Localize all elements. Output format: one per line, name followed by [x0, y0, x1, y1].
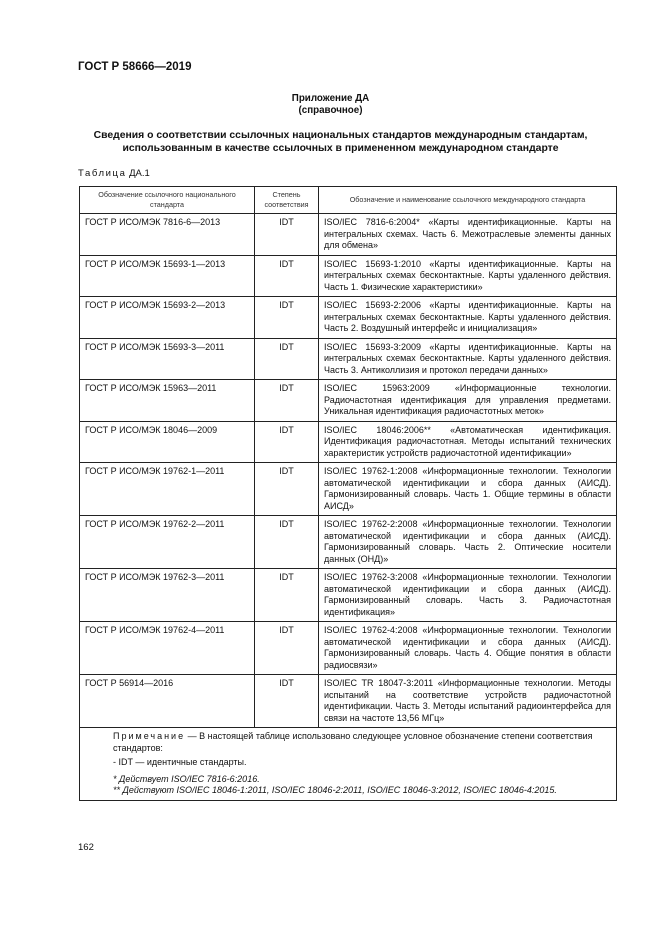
cell-national-standard: ГОСТ Р ИСО/МЭК 15963—2011	[80, 380, 255, 422]
table-row	[80, 380, 617, 422]
table-note	[80, 728, 617, 801]
cell-national-standard: ГОСТ Р ИСО/МЭК 19762-1—2011	[80, 463, 255, 516]
cell-international-standard: ISO/IEC 19762-2:2008 «Информационные технологии. Технологии автоматической идентификации и сбора данных (АИСД). Гармонизированный словарь. Часть 2. Оптические носители данных (ОНД)»	[319, 516, 617, 569]
cell-degree: IDT	[255, 569, 319, 622]
footnote-1: * Действует ISO/IEC 7816-6:2016.	[113, 773, 260, 784]
table-row	[80, 214, 617, 256]
cell-international-standard: ISO/IEC 15693-3:2009 «Карты идентификационные. Карты на интегральных схемах бесконтактные. Карты удаленного действия. Часть 3. Антиколлизия и протокол передачи данных»	[319, 338, 617, 380]
correspondence-table	[79, 186, 617, 801]
table-row	[80, 255, 617, 297]
cell-international-standard: ISO/IEC 19762-1:2008 «Информационные технологии. Технологии автоматической идентификации и сбора данных (АИСД). Гармонизированный словарь. Часть 1. Общие термины в области АИСД»	[319, 463, 617, 516]
table-note-row	[80, 728, 617, 801]
cell-international-standard: ISO/IEC 19762-3:2008 «Информационные технологии. Технологии автоматической идентификации и сбора данных (АИСД). Гармонизированный словарь. Часть 3. Радиочастотная идентификация»	[319, 569, 617, 622]
table-row	[80, 338, 617, 380]
cell-degree: IDT	[255, 516, 319, 569]
cell-national-standard: ГОСТ Р ИСО/МЭК 19762-4—2011	[80, 622, 255, 675]
cell-international-standard: ISO/IEC 19762-4:2008 «Информационные технологии. Технологии автоматической идентификации и сбора данных (АИСД). Гармонизированный словарь. Часть 4. Общие понятия в области радиосвязи»	[319, 622, 617, 675]
cell-international-standard: ISO/IEC TR 18047-3:2011 «Информационные технологии. Методы испытаний на соответствие устройств радиочастотной идентификации. Часть 3. Методы испытаний радиоинтерфейса для связи на частоте 13,56 МГц»	[319, 675, 617, 728]
cell-degree: IDT	[255, 421, 319, 463]
table-row	[80, 463, 617, 516]
note-main	[85, 731, 611, 754]
table-caption-number: ДА.1	[129, 168, 150, 179]
page-header-standard: ГОСТ Р 58666—2019	[78, 61, 192, 73]
cell-degree: IDT	[255, 622, 319, 675]
appendix-title: Приложение ДА	[291, 93, 370, 104]
table-header-row	[80, 187, 617, 214]
cell-national-standard: ГОСТ Р ИСО/МЭК 19762-3—2011	[80, 569, 255, 622]
table-row	[80, 516, 617, 569]
table-row	[80, 569, 617, 622]
page-number: 162	[78, 842, 94, 853]
footnote-2: ** Действуют ISO/IEC 18046-1:2011, ISO/IEC 18046-2:2011, ISO/IEC 18046-3:2012, ISO/IEC 18046-4:2015.	[113, 785, 557, 796]
cell-degree: IDT	[255, 338, 319, 380]
table-row	[80, 675, 617, 728]
cell-degree: IDT	[255, 463, 319, 516]
cell-international-standard: ISO/IEC 7816-6:2004* «Карты идентификационные. Карты на интегральных схемах. Часть 6. Межотраслевые элементы данных для обмена»	[319, 214, 617, 256]
cell-national-standard: ГОСТ Р ИСО/МЭК 15693-1—2013	[80, 255, 255, 297]
table-row	[80, 421, 617, 463]
cell-national-standard: ГОСТ Р 56914—2016	[80, 675, 255, 728]
column-header-degree: Степень соответствия	[255, 187, 319, 214]
note-item: - IDT — идентичные стандарты.	[113, 757, 247, 768]
note-text: — В настоящей таблице использовано следующее условное обозначение степени соответствия стандартов:	[113, 731, 593, 753]
cell-national-standard: ГОСТ Р ИСО/МЭК 19762-2—2011	[80, 516, 255, 569]
cell-international-standard: ISO/IEC 15963:2009 «Информационные технологии. Радиочастотная идентификация для управления предметами. Уникальная идентификация радиочастотных меток»	[319, 380, 617, 422]
cell-national-standard: ГОСТ Р ИСО/МЭК 15693-3—2011	[80, 338, 255, 380]
column-header-national: Обозначение ссылочного национального стандарта	[80, 187, 255, 214]
cell-international-standard: ISO/IEC 15693-2:2006 «Карты идентификационные. Карты на интегральных схемах бесконтактные. Карты удаленного действия. Часть 2. Воздушный интерфейс и инициализация»	[319, 297, 617, 339]
table-body	[80, 214, 617, 728]
table-caption	[78, 168, 150, 179]
column-header-international: Обозначение и наименование ссылочного международного стандарта	[319, 187, 617, 214]
table-caption-label: Таблица	[78, 168, 127, 179]
cell-degree: IDT	[255, 297, 319, 339]
note-label: Примечание	[113, 731, 186, 741]
table-row	[80, 297, 617, 339]
cell-international-standard: ISO/IEC 18046:2006** «Автоматическая идентификация. Идентификация радиочастотная. Методы испытаний технических характеристик устройств радиочастотной идентификации»	[319, 421, 617, 463]
document-title: Сведения о соответствии ссылочных национальных стандартов международным стандартам, использованным в качестве ссылочных в примененном международном стандарте	[93, 130, 588, 154]
appendix-subtitle: (справочное)	[298, 104, 363, 116]
cell-national-standard: ГОСТ Р ИСО/МЭК 15693-2—2013	[80, 297, 255, 339]
cell-international-standard: ISO/IEC 15693-1:2010 «Карты идентификационные. Карты на интегральных схемах бесконтактные. Карты удаленного действия. Часть 1. Физические характеристики»	[319, 255, 617, 297]
cell-degree: IDT	[255, 380, 319, 422]
cell-degree: IDT	[255, 214, 319, 256]
cell-national-standard: ГОСТ Р ИСО/МЭК 7816-6—2013	[80, 214, 255, 256]
cell-degree: IDT	[255, 255, 319, 297]
table-row	[80, 622, 617, 675]
appendix-heading	[0, 93, 661, 116]
cell-degree: IDT	[255, 675, 319, 728]
cell-national-standard: ГОСТ Р ИСО/МЭК 18046—2009	[80, 421, 255, 463]
